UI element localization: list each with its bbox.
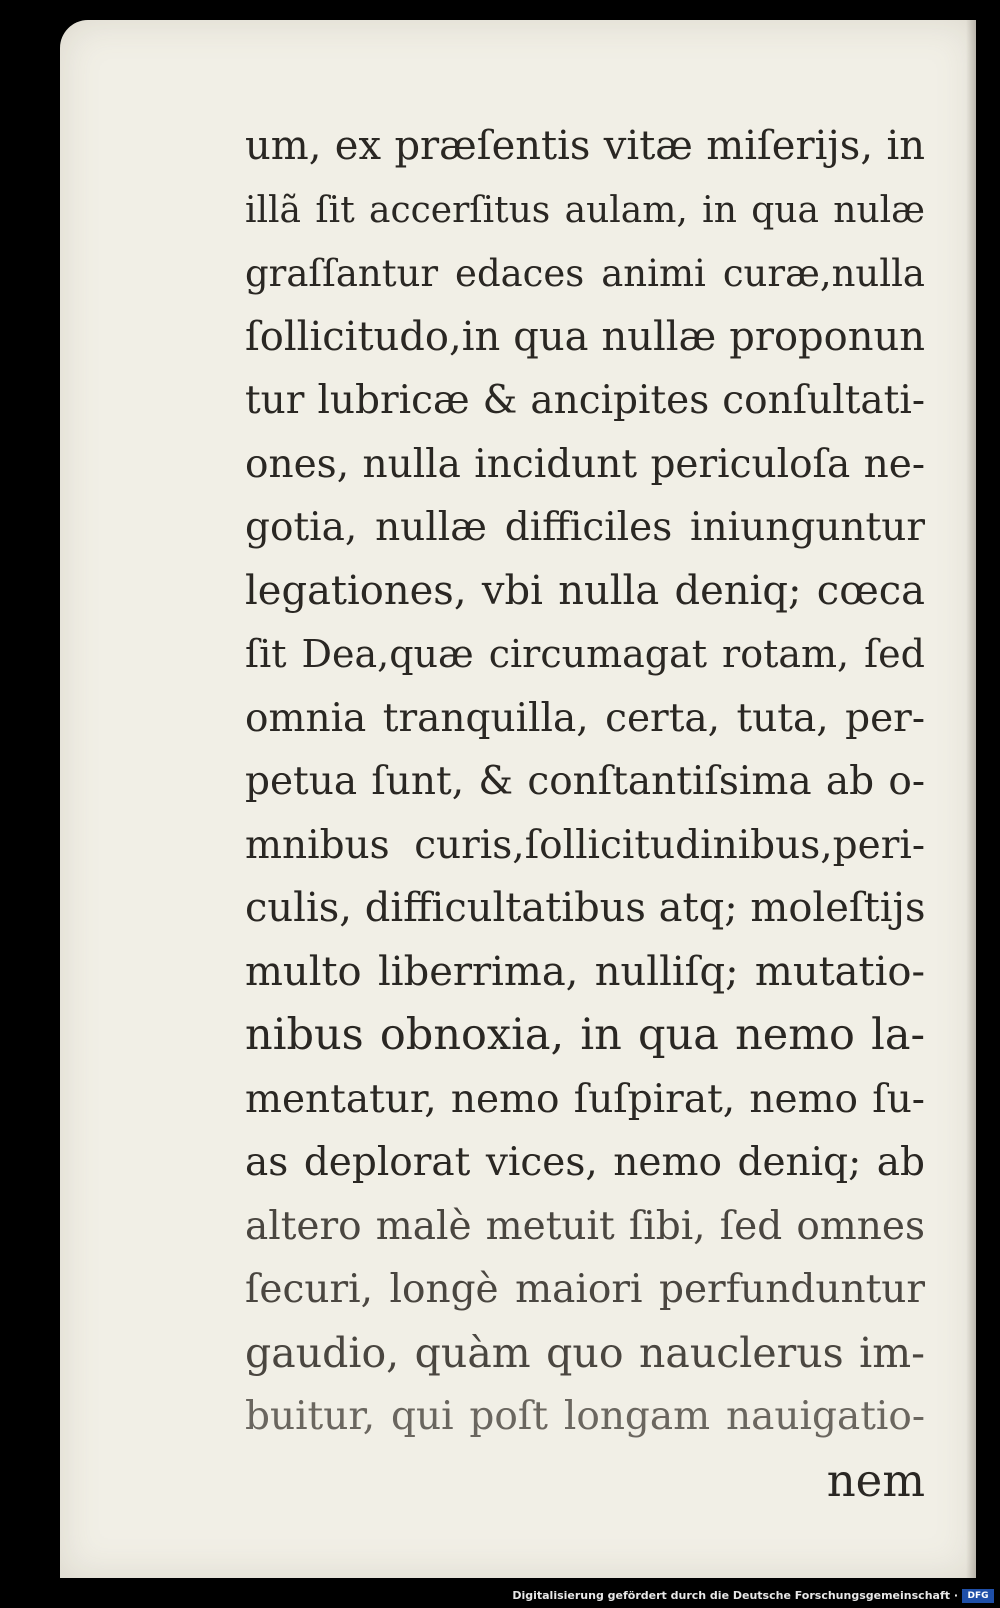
funding-credit: Digitalisierung gefördert durch die Deutsche Forschungsgemeinschaft · bbox=[512, 1589, 958, 1602]
page-edge-shadow bbox=[966, 20, 976, 1578]
text-line: ones, nulla incidunt periculoſa ne- bbox=[245, 441, 925, 487]
text-line: petua ſunt, & conſtantiſsima ab o- bbox=[245, 759, 925, 804]
text-line: gotia, nullæ difficiles iniunguntur bbox=[245, 505, 925, 550]
book-page bbox=[60, 20, 976, 1578]
text-line: graſſantur edaces animi curæ,nulla bbox=[245, 252, 925, 295]
text-line: ſollicitudo,in qua nullæ proponun bbox=[245, 313, 925, 360]
text-line: as deplorat vices, nemo deniq; ab bbox=[245, 1140, 925, 1185]
text-line: mentatur, nemo ſuſpirat, nemo ſu- bbox=[245, 1076, 925, 1122]
text-line: gaudio, quàm quo nauclerus im- bbox=[245, 1328, 925, 1377]
text-line: multo liberrima, nulliſq; mutatio- bbox=[245, 948, 925, 995]
footer-bar bbox=[0, 1582, 1000, 1608]
catchword: nem bbox=[826, 1453, 925, 1507]
dfg-logo-icon: DFG bbox=[962, 1589, 994, 1603]
text-line: nibus obnoxia, in qua nemo la- bbox=[245, 1010, 925, 1060]
text-line: altero malè metuit ſibi, ſed omnes bbox=[245, 1203, 925, 1249]
body-text bbox=[245, 115, 925, 1512]
text-line: tur lubricæ & ancipites conſultati- bbox=[245, 378, 925, 423]
text-line: legationes, vbi nulla deniq; cœca bbox=[245, 567, 925, 614]
text-line: illã ſit accerſitus aulam, in qua nulæ bbox=[245, 189, 925, 231]
text-line: buitur, qui poſt longam nauigatio- bbox=[245, 1394, 925, 1439]
text-line: mnibus curis,ſollicitudinibus,peri- bbox=[245, 822, 925, 868]
text-line: ſit Dea,quæ circumagat rotam, ſed bbox=[245, 632, 925, 676]
text-line: culis, difficultatibus atq; moleſtijs bbox=[245, 885, 925, 931]
text-line: omnia tranquilla, certa, tuta, per- bbox=[245, 695, 925, 741]
text-line: ſecuri, longè maiori perfunduntur bbox=[245, 1267, 925, 1312]
text-line: um, ex præſentis vitæ miſerijs, in bbox=[245, 123, 925, 169]
